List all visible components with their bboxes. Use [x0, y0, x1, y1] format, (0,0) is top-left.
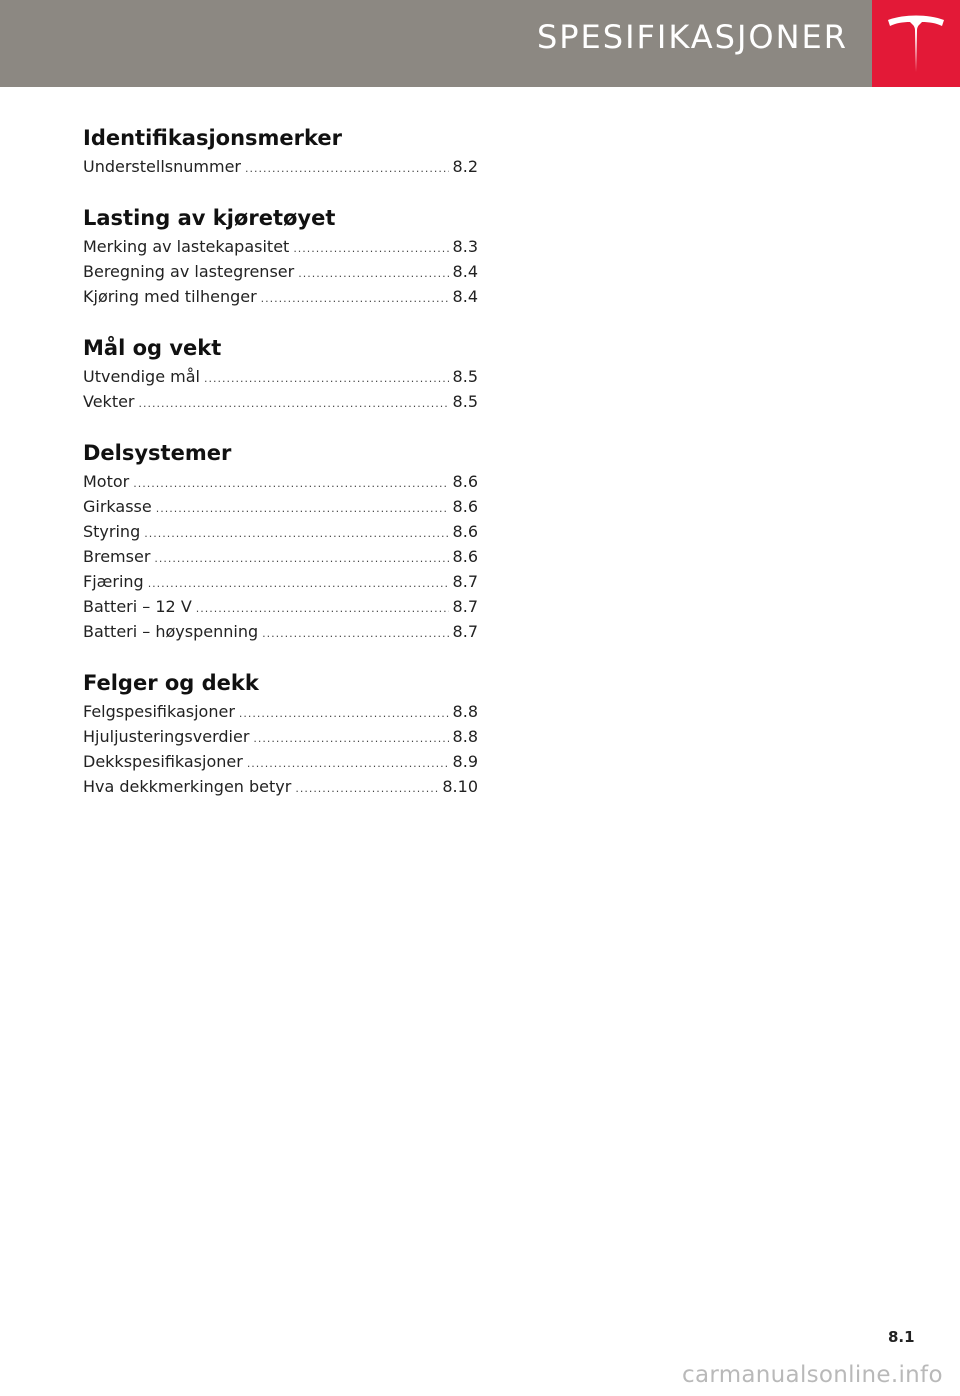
dot-leader — [261, 287, 449, 310]
toc-entry[interactable] — [83, 570, 478, 595]
dot-leader — [298, 262, 448, 285]
entry-label: Hjuljusteringsverdier — [83, 727, 250, 746]
entry-page: 8.6 — [452, 497, 478, 516]
entry-page: 8.8 — [452, 702, 478, 721]
entry-page: 8.7 — [452, 622, 478, 641]
dot-leader — [262, 622, 448, 645]
dot-leader — [245, 157, 449, 180]
page-number: 8.1 — [888, 1328, 915, 1346]
entry-label: Beregning av lastegrenser — [83, 262, 295, 281]
dot-leader — [196, 597, 449, 620]
entry-label: Batteri – 12 V — [83, 597, 192, 616]
entry-page: 8.7 — [452, 572, 478, 591]
toc-section — [83, 334, 478, 415]
toc-section — [83, 204, 478, 310]
entry-label: Bremser — [83, 547, 151, 566]
entry-label: Vekter — [83, 392, 135, 411]
dot-leader — [293, 237, 448, 260]
section-title: Felger og dekk — [83, 671, 259, 695]
entry-label: Girkasse — [83, 497, 152, 516]
toc-entry[interactable] — [83, 520, 478, 545]
toc-entry[interactable] — [83, 545, 478, 570]
dot-leader — [247, 752, 449, 775]
dot-leader — [133, 472, 448, 495]
toc-entry[interactable] — [83, 155, 478, 180]
dot-leader — [139, 392, 449, 415]
entry-page: 8.3 — [452, 237, 478, 256]
dot-leader — [204, 367, 449, 390]
toc-entry[interactable] — [83, 595, 478, 620]
entry-page: 8.8 — [452, 727, 478, 746]
entry-label: Merking av lastekapasitet — [83, 237, 290, 256]
toc-entry[interactable] — [83, 470, 478, 495]
dot-leader — [144, 522, 448, 545]
toc-section — [83, 669, 478, 800]
watermark: carmanualsonline.info — [682, 1362, 943, 1388]
toc-entry[interactable] — [83, 750, 478, 775]
page-title: SPESIFIKASJONER — [536, 18, 848, 56]
toc-entry[interactable] — [83, 495, 478, 520]
entry-page: 8.9 — [452, 752, 478, 771]
section-title: Identifikasjonsmerker — [83, 126, 343, 150]
toc-entry[interactable] — [83, 260, 478, 285]
entry-label: Understellsnummer — [83, 157, 241, 176]
logo-box — [872, 0, 960, 87]
toc-entry[interactable] — [83, 775, 478, 800]
entry-page: 8.7 — [452, 597, 478, 616]
entry-page: 8.2 — [452, 157, 478, 176]
entry-label: Styring — [83, 522, 141, 541]
entry-page: 8.5 — [452, 367, 478, 386]
dot-leader — [295, 777, 438, 800]
entry-label: Fjæring — [83, 572, 144, 591]
section-title: Lasting av kjøretøyet — [83, 206, 336, 230]
dot-leader — [239, 702, 449, 725]
table-of-contents — [83, 124, 478, 824]
tesla-logo-icon — [884, 12, 948, 76]
toc-entry[interactable] — [83, 285, 478, 310]
toc-section — [83, 439, 478, 645]
entry-page: 8.4 — [452, 287, 478, 306]
section-title: Delsystemer — [83, 441, 232, 465]
toc-entry[interactable] — [83, 365, 478, 390]
toc-section — [83, 124, 478, 180]
entry-page: 8.6 — [452, 522, 478, 541]
entry-label: Utvendige mål — [83, 367, 200, 386]
header-bar — [0, 0, 872, 87]
entry-label: Motor — [83, 472, 130, 491]
entry-label: Hva dekkmerkingen betyr — [83, 777, 292, 796]
entry-page: 8.6 — [452, 547, 478, 566]
entry-page: 8.6 — [452, 472, 478, 491]
entry-label: Dekkspesifikasjoner — [83, 752, 243, 771]
dot-leader — [156, 497, 449, 520]
toc-entry[interactable] — [83, 700, 478, 725]
entry-page: 8.10 — [442, 777, 478, 796]
entry-label: Batteri – høyspenning — [83, 622, 259, 641]
dot-leader — [148, 572, 449, 595]
dot-leader — [253, 727, 448, 750]
entry-page: 8.4 — [452, 262, 478, 281]
toc-entry[interactable] — [83, 725, 478, 750]
toc-entry[interactable] — [83, 390, 478, 415]
entry-label: Kjøring med tilhenger — [83, 287, 257, 306]
entry-page: 8.5 — [452, 392, 478, 411]
entry-label: Felgspesifikasjoner — [83, 702, 235, 721]
section-title: Mål og vekt — [83, 336, 222, 360]
toc-entry[interactable] — [83, 235, 478, 260]
toc-entry[interactable] — [83, 620, 478, 645]
dot-leader — [154, 547, 448, 570]
